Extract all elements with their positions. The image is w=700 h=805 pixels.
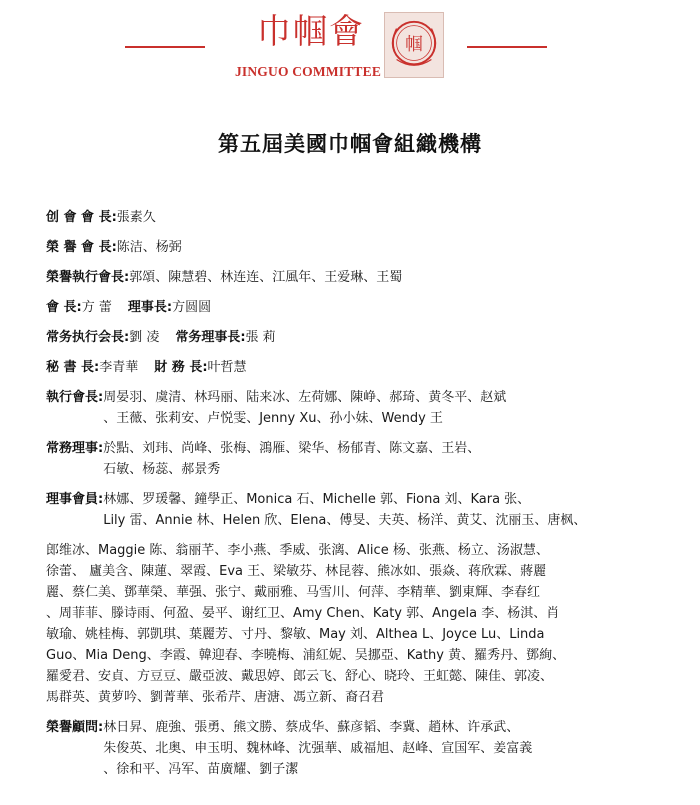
seal-character: 帼 (405, 34, 423, 55)
names-line: 朱俊英、北奥、申玉明、魏林峰、沈强華、戚福旭、赵峰、宣国军、姜富義 (103, 741, 533, 756)
header-rule-left (125, 46, 205, 48)
role-label: 榮 譽 會 長: (46, 240, 117, 255)
role-names (103, 387, 686, 429)
roster-row-honorary-exec (46, 267, 686, 288)
roster-row-president (46, 297, 686, 318)
role-label: 常務理事: (46, 441, 104, 456)
role-names: 張素久 (116, 210, 156, 225)
role-names (103, 717, 686, 780)
names-line: 麗、蔡仁美、鄧華榮、華强、张宁、戴丽雅、马雪川、何萍、李精華、劉東輝、李春红 (46, 585, 541, 600)
role-label: 財 務 長: (154, 360, 208, 375)
roster-row-exec-presidents (46, 387, 686, 429)
roster-row-founder (46, 207, 686, 228)
role-names: 李青華 (99, 360, 139, 375)
role-label: 理事會員: (46, 492, 104, 507)
role-names (103, 438, 686, 480)
roster-row-secretary (46, 357, 686, 378)
names-line: 、王薇、张莉安、卢悦雯、Jenny Xu、孙小妹、Wendy 王 (103, 411, 443, 426)
role-label: 榮譽執行會長: (46, 270, 130, 285)
roster-row-advisors (46, 717, 686, 780)
role-names: 郭頌、陳慧碧、林连连、江風年、王爱琳、王蜀 (129, 270, 403, 285)
names-line: 、徐和平、冯军、苗廣耀、劉子潔 (103, 762, 299, 777)
roster-row-directors (46, 489, 686, 531)
names-line: 郎维冰、Maggie 陈、翁丽芊、李小燕、季威、张漓、Alice 杨、张燕、杨立、汤淑慧、 (46, 543, 549, 558)
names-line: Lily 雷、Annie 林、Helen 欣、Elena、傅旻、夫英、杨洋、黄艾、沈丽玉、唐枫、 (103, 513, 587, 528)
role-label: 執行會長: (46, 390, 104, 405)
names-line: 、周菲菲、滕诗雨、何盈、晏平、谢红卫、Amy Chen、Katy 郭、Angela 李、杨淇、肖 (46, 606, 560, 621)
names-line: 周晏羽、虞清、林玛丽、陆来冰、左荷娜、陳峥、郝琦、黄冬平、赵斌 (103, 390, 507, 405)
role-label: 创 會 會 長: (46, 210, 117, 225)
role-names: 張 莉 (245, 330, 276, 345)
role-label: 榮譽顧問: (46, 720, 104, 735)
names-line: 林娜、罗瑗馨、鐘學正、Monica 石、Michelle 郭、Fiona 刘、Kara 张、 (103, 492, 531, 507)
logo-subtitle: JINGUO COMMITTEE (234, 64, 382, 79)
names-line: 敏瑜、姚桂梅、郭凱琪、葉麗芳、寸丹、黎敏、May 刘、Althea L、Joyce Lu、Linda (46, 627, 545, 642)
role-names (103, 489, 686, 531)
role-label: 會 長: (46, 300, 82, 315)
roster (46, 207, 686, 789)
role-names: 方圆圆 (172, 300, 212, 315)
roster-row-directors-continued (46, 540, 686, 708)
names-line: 馬群英、黄萝吟、劉菁華、张希芹、唐溏、馮立新、裔召君 (46, 690, 385, 705)
roster-row-honorary-president (46, 237, 686, 258)
role-label: 常务理事長: (175, 330, 246, 345)
logo-text: 巾帼會 (257, 12, 365, 52)
names-line: 徐蕾、 廬美含、陳蓮、翠霞、Eva 王、梁敏芬、林昆蓉、熊冰如、張焱、蒋欣霖、蔣麗 (46, 564, 547, 579)
roster-row-standing-directors (46, 438, 686, 480)
names-line: 林日昇、鹿強、張勇、熊文勝、蔡成华、蘇彦韬、李冀、趙林、许承武、 (103, 720, 520, 735)
role-label: 秘 書 長: (46, 360, 100, 375)
roster-row-exec (46, 327, 686, 348)
role-names: 方 蕾 (81, 300, 112, 315)
page-title: 第五屆美國巾帼會組織機構 (218, 132, 482, 156)
names-line: 於點、刘玮、尚峰、张梅、鴻雁、梁华、杨郁青、陈文嘉、王岩、 (103, 441, 481, 456)
role-names: 劉 凌 (129, 330, 160, 345)
header-rule-right (467, 46, 547, 48)
role-names (46, 540, 686, 708)
seal-logo-icon (384, 12, 444, 78)
role-label: 理事長: (127, 300, 173, 315)
names-line: Guo、Mia Deng、李霞、韓迎春、李曉梅、浦紅妮、吴挪亞、Kathy 黄、羅秀丹、鄧絢、 (46, 648, 566, 663)
names-line: 羅愛君、安貞、方豆豆、嚴亞波、戴思婷、郎云飞、舒心、晓玲、王虹懿、陳佳、郭凌、 (46, 669, 554, 684)
role-names: 叶哲慧 (207, 360, 247, 375)
header (0, 0, 700, 95)
role-names: 陈洁、杨弼 (116, 240, 182, 255)
names-line: 石敏、杨蕊、郝景秀 (103, 462, 221, 477)
role-label: 常务执行会長: (46, 330, 130, 345)
